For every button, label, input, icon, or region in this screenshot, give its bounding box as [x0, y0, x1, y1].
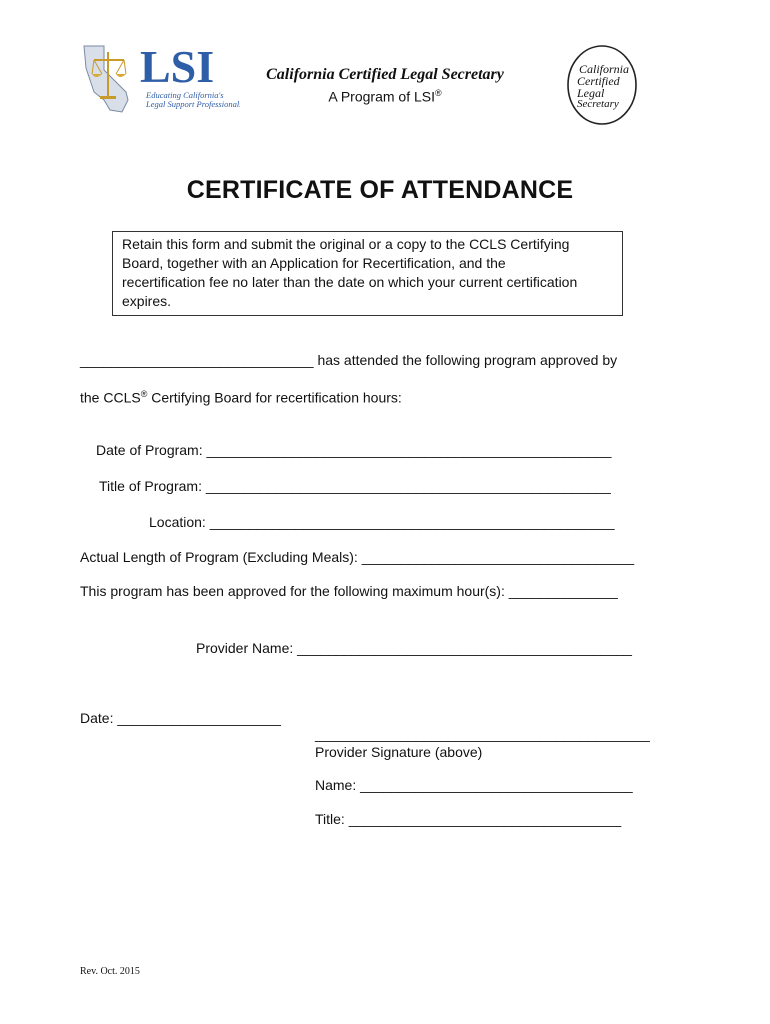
instructions-line: Board, together with an Application for Recertification, and the: [122, 255, 506, 271]
signature-caption: Provider Signature (above): [315, 744, 483, 760]
california-map-icon: [80, 40, 240, 116]
date-field[interactable]: Date: _____________________: [80, 710, 281, 726]
instructions-line: recertification fee no later than the date on which your current certification: [122, 274, 578, 290]
attendee-line[interactable]: ______________________________ has attended the following program approved by: [80, 352, 618, 368]
lsi-logo: [80, 40, 240, 116]
revision-date: Rev. Oct. 2015: [80, 966, 140, 977]
actual-length-field[interactable]: Actual Length of Program (Excluding Meals): ___________________________________: [80, 549, 635, 565]
logo-tagline-line-2: Legal Support Professionals: [146, 99, 240, 109]
registered-mark: ®: [434, 88, 442, 98]
document-title: CERTIFICATE OF ATTENDANCE: [186, 176, 574, 204]
board-line: [80, 389, 402, 406]
provider-name-field[interactable]: Provider Name: ___________________________________________: [196, 640, 632, 656]
signature-line[interactable]: ___________________________________________: [315, 726, 650, 742]
logo-text: LSI: [140, 41, 215, 92]
seal-line-1: California: [579, 62, 630, 76]
max-hours-field[interactable]: This program has been approved for the following maximum hour(s): ______________: [80, 583, 618, 599]
instructions-box: [112, 231, 623, 316]
header-subtitle: [250, 88, 520, 105]
title-field[interactable]: Title: ___________________________________: [315, 811, 622, 827]
seal-line-3: Legal: [577, 86, 605, 100]
instructions-line: Retain this form and submit the original or a copy to the CCLS Certifying: [122, 236, 570, 252]
logo-tagline-line-1: Educating California's: [146, 90, 224, 100]
ccls-seal: [565, 44, 639, 126]
location-field[interactable]: Location: ____________________________________________________: [149, 514, 615, 530]
date-of-program-field[interactable]: Date of Program: ____________________________________________________: [96, 442, 612, 458]
title-of-program-field[interactable]: Title of Program: ____________________________________________________: [99, 478, 611, 494]
header-title: California Certified Legal Secretary: [266, 66, 504, 83]
instructions-line: expires.: [122, 293, 172, 309]
name-field[interactable]: Name: ___________________________________: [315, 777, 633, 793]
registered-mark: ®: [140, 389, 148, 399]
header-subtitle-text: A Program of LSI: [328, 88, 435, 105]
board-line-prefix: the CCLS: [80, 389, 141, 406]
seal-line-4: Secretary: [577, 98, 619, 110]
seal-line-2: Certified: [577, 74, 620, 88]
board-line-suffix: Certifying Board for recertification hours:: [147, 389, 402, 406]
